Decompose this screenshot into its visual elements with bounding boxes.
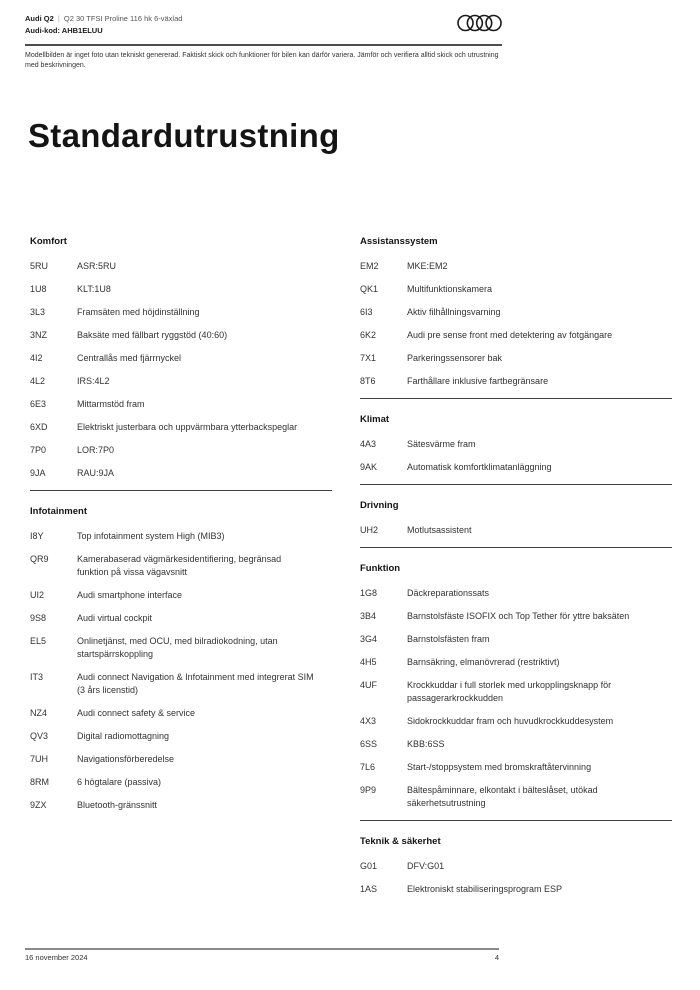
feature-desc: Onlinetjänst, med OCU, med bilradiokodning, utan startspärrskoppling: [77, 636, 278, 659]
feature-desc: Audi connect Navigation & Infotainment med integrerat SIM (3 års licenstid): [77, 672, 314, 695]
feature-row: [30, 635, 332, 661]
feature-code: G01: [360, 861, 378, 871]
feature-desc: Däckreparationssats: [407, 588, 490, 598]
feature-code: 3B4: [360, 611, 377, 621]
feature-row: [360, 860, 672, 873]
feature-desc: LOR:7P0: [77, 445, 115, 455]
feature-row: [30, 421, 332, 434]
feature-desc: Audi virtual cockpit: [77, 613, 153, 623]
feature-desc: Motlutsassistent: [407, 525, 472, 535]
feature-list: [360, 860, 672, 896]
feature-code: 6I3: [360, 307, 373, 317]
feature-row: [30, 260, 332, 273]
feature-desc: Baksäte med fällbart ryggstöd (40:60): [77, 330, 228, 340]
equipment-section: [360, 820, 672, 896]
feature-list: [360, 260, 672, 388]
page-number: 4: [494, 953, 499, 962]
feature-code: 9AK: [360, 462, 378, 472]
feature-desc: Farthållare inklusive fartbegränsare: [407, 376, 549, 386]
header-divider: [25, 44, 502, 46]
feature-desc: ASR:5RU: [77, 261, 117, 271]
section-heading: Teknik & säkerhet: [360, 836, 441, 847]
feature-desc: KBB:6SS: [407, 739, 445, 749]
feature-desc: Kamerabaserad vägmärkesidentifiering, begränsad funktion på vissa vägavsnitt: [77, 554, 282, 577]
feature-code: IT3: [30, 672, 44, 682]
feature-desc: Barnstolsfästen fram: [407, 634, 490, 644]
footer-divider: [25, 948, 499, 950]
feature-code: 1U8: [30, 284, 47, 294]
feature-code: 3G4: [360, 634, 378, 644]
feature-code: 3NZ: [30, 330, 48, 340]
feature-code: EL5: [30, 636, 47, 646]
feature-row: [30, 329, 332, 342]
feature-desc: Bältespåminnare, elkontakt i bälteslåset, utökad säkerhetsutrustning: [407, 785, 598, 808]
feature-desc: Aktiv filhållningsvarning: [407, 307, 501, 317]
section-heading: Infotainment: [30, 506, 87, 517]
feature-code: 1AS: [360, 884, 378, 894]
feature-code: QV3: [30, 731, 49, 741]
feature-desc: Sätesvärme fram: [407, 439, 476, 449]
feature-desc: RAU:9JA: [77, 468, 115, 478]
feature-desc: Elektroniskt stabiliseringsprogram ESP: [407, 884, 563, 894]
feature-row: [30, 306, 332, 319]
feature-list: [360, 438, 672, 474]
feature-row: [30, 730, 332, 743]
vehicle-model: Q2 30 TFSI Proline 116 hk 6-växlad: [63, 14, 183, 23]
feature-code: 3L3: [30, 307, 46, 317]
feature-code: QR9: [30, 554, 49, 564]
feature-code: 4UF: [360, 680, 378, 690]
feature-code: 9S8: [30, 613, 47, 623]
feature-row: [30, 530, 332, 543]
feature-list: [360, 587, 672, 810]
feature-desc: Framsäten med höjdinställning: [77, 307, 200, 317]
feature-code: 4I2: [30, 353, 43, 363]
section-heading: Klimat: [360, 414, 390, 425]
equipment-section: [30, 236, 332, 480]
feature-row: [360, 715, 672, 728]
vehicle-title-line: [25, 13, 182, 25]
feature-code: 4X3: [360, 716, 377, 726]
feature-row: [30, 444, 332, 457]
feature-list: [30, 530, 332, 812]
feature-desc: Start-/stoppsystem med bromskraftåtervinning: [407, 762, 592, 772]
feature-desc: Sidokrockkuddar fram och huvudkrockkuddesystem: [407, 716, 614, 726]
feature-code: 7X1: [360, 353, 377, 363]
feature-row: [30, 467, 332, 480]
equipment-section: [360, 236, 672, 388]
audi-rings-icon: [457, 14, 502, 32]
feature-code: 4A3: [360, 439, 377, 449]
section-heading: Komfort: [30, 236, 67, 247]
feature-code: 7P0: [30, 445, 47, 455]
feature-code: 6E3: [30, 399, 47, 409]
feature-desc: Krockkuddar i full storlek med urkopplingsknapp för passagerarkrockkudden: [407, 680, 612, 703]
feature-code: UH2: [360, 525, 379, 535]
feature-row: [30, 283, 332, 296]
audi-code-line: Audi-kod: AHB1ELUU: [25, 26, 103, 35]
feature-row: [360, 784, 672, 810]
feature-desc: KLT:1U8: [77, 284, 111, 294]
feature-desc: Top infotainment system High (MIB3): [77, 531, 225, 541]
feature-code: 8T6: [360, 376, 376, 386]
feature-row: [360, 375, 672, 388]
feature-code: QK1: [360, 284, 379, 294]
feature-code: 5RU: [30, 261, 49, 271]
feature-row: [360, 738, 672, 751]
equipment-section: [360, 398, 672, 474]
feature-code: UI2: [30, 590, 45, 600]
feature-desc: Multifunktionskamera: [407, 284, 493, 294]
feature-row: [30, 612, 332, 625]
feature-row: [360, 260, 672, 273]
equipment-section: [30, 490, 332, 812]
feature-list: [30, 260, 332, 480]
document-header: [25, 13, 182, 37]
feature-row: [360, 438, 672, 451]
footer-date: 16 november 2024: [25, 953, 88, 962]
feature-code: I8Y: [30, 531, 44, 541]
feature-desc: DFV:G01: [407, 861, 445, 871]
feature-row: [360, 461, 672, 474]
feature-code: 4L2: [30, 376, 46, 386]
feature-row: [30, 553, 332, 579]
equipment-column-right: [360, 236, 672, 906]
feature-row: [360, 587, 672, 600]
page-title: Standardutrustning: [28, 117, 340, 154]
vehicle-brand: Audi Q2: [25, 14, 54, 23]
feature-row: [360, 306, 672, 319]
header-separator: |: [57, 14, 60, 23]
feature-desc: Mittarmstöd fram: [77, 399, 145, 409]
feature-row: [360, 610, 672, 623]
equipment-section: [360, 547, 672, 810]
feature-desc: Audi connect safety & service: [77, 708, 196, 718]
feature-row: [30, 589, 332, 602]
section-heading: Funktion: [360, 563, 401, 574]
feature-code: 9P9: [360, 785, 377, 795]
equipment-section: [360, 484, 672, 537]
section-heading: Drivning: [360, 500, 399, 511]
feature-row: [360, 633, 672, 646]
feature-code: 6SS: [360, 739, 378, 749]
feature-row: [30, 671, 332, 697]
feature-code: 6XD: [30, 422, 48, 432]
feature-desc: Audi smartphone interface: [77, 590, 183, 600]
equipment-column-left: [30, 236, 332, 822]
feature-row: [30, 753, 332, 766]
feature-row: [30, 776, 332, 789]
feature-row: [30, 398, 332, 411]
feature-desc: Navigationsförberedelse: [77, 754, 175, 764]
feature-code: 4H5: [360, 657, 377, 667]
feature-row: [360, 352, 672, 365]
feature-desc: IRS:4L2: [77, 376, 110, 386]
feature-code: 7UH: [30, 754, 49, 764]
feature-desc: Centrallås med fjärrnyckel: [77, 353, 182, 363]
feature-desc: Parkeringssensorer bak: [407, 353, 503, 363]
feature-row: [30, 352, 332, 365]
feature-desc: Audi pre sense front med detektering av fotgängare: [407, 330, 613, 340]
equipment-columns: [30, 236, 672, 906]
feature-row: [360, 329, 672, 342]
feature-row: [30, 707, 332, 720]
feature-row: [360, 656, 672, 669]
feature-desc: MKE:EM2: [407, 261, 448, 271]
feature-row: [360, 679, 672, 705]
feature-code: EM2: [360, 261, 379, 271]
feature-desc: 6 högtalare (passiva): [77, 777, 162, 787]
feature-code: 6K2: [360, 330, 377, 340]
feature-desc: Elektriskt justerbara och uppvärmbara ytterbackspeglar: [77, 422, 298, 432]
feature-list: [360, 524, 672, 537]
feature-desc: Digital radiomottagning: [77, 731, 170, 741]
feature-desc: Barnstolsfäste ISOFIX och Top Tether för yttre baksäten: [407, 611, 630, 621]
feature-row: [30, 375, 332, 388]
feature-row: [360, 761, 672, 774]
feature-desc: Barnsäkring, elmanövrerad (restriktivt): [407, 657, 560, 667]
feature-code: NZ4: [30, 708, 48, 718]
feature-desc: Automatisk komfortklimatanläggning: [407, 462, 552, 472]
feature-code: 7L6: [360, 762, 376, 772]
feature-code: 1G8: [360, 588, 378, 598]
feature-code: 9JA: [30, 468, 46, 478]
feature-row: [360, 883, 672, 896]
feature-code: 8RM: [30, 777, 50, 787]
feature-desc: Bluetooth-gränssnitt: [77, 800, 158, 810]
feature-row: [360, 283, 672, 296]
feature-row: [30, 799, 332, 812]
feature-code: 9ZX: [30, 800, 47, 810]
disclaimer-text: Modellbilden är inget foto utan tekniskt genererad. Faktiskt skick och funktioner för bilen kan därför variera. Jämför och verifiera alltid skick och utrustning med beskrivningen.: [25, 52, 499, 69]
feature-row: [360, 524, 672, 537]
section-heading: Assistanssystem: [360, 236, 438, 247]
